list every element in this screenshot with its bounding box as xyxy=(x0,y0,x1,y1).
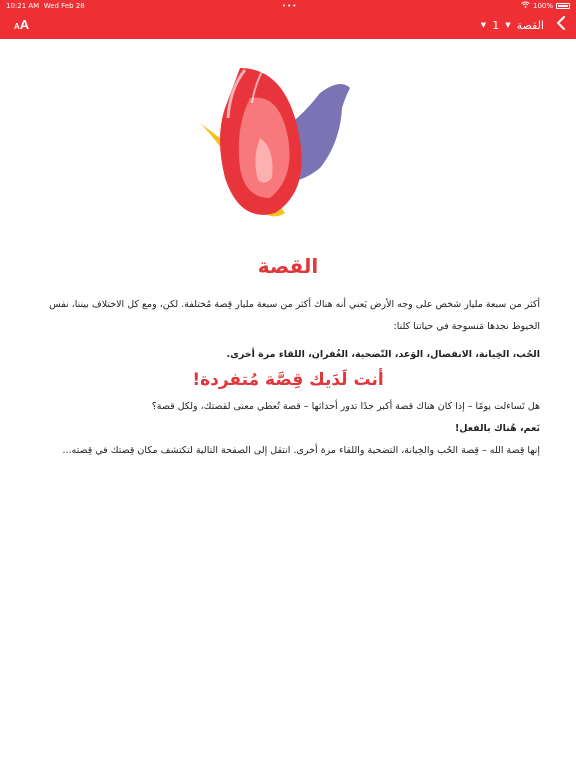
status-time: 10:21 AM Wed Feb 28 xyxy=(6,2,85,10)
closing-paragraph: إنها قِصة الله – قِصة الحُب والخِيانة، التضحية واللقاء مرة أخرى. انتقل إلى الصفحة التالية لتكتشف مكان قِصتك في قِصته... xyxy=(62,445,540,456)
chevron-down-icon: ▼ xyxy=(480,21,487,29)
wifi-icon xyxy=(521,0,530,12)
nav-section-selector[interactable] xyxy=(481,16,566,34)
intro-paragraph: أكثر من سبعة مليار شخص على وجه الأرض يَعني أنه هناك أكثر من سبعة مليار قِصة مُختلفة. لكن، ومع كل الاختلاف بيننا، نفس الخيوط نجدها مَنسوجة في حياتنا كلنا: xyxy=(49,299,540,332)
battery-percent: 100% xyxy=(532,2,553,10)
section-label: القصة xyxy=(516,18,544,32)
themes-paragraph: الحُب، الخِيانة، الانفصال، الوَعد، التّضحية، الغُفران، اللقاء مرة أخرى. xyxy=(226,349,540,360)
battery-icon xyxy=(556,3,570,9)
status-right xyxy=(521,0,570,12)
chevron-down-icon: ▼ xyxy=(505,21,511,29)
answer-paragraph: نَعم، هُناك بالفعل! xyxy=(454,423,540,434)
back-chevron-icon[interactable] xyxy=(556,16,566,34)
page-title: القصة xyxy=(257,254,319,278)
story-content xyxy=(36,294,540,462)
bird-illustration xyxy=(190,58,360,233)
page-number: 1 xyxy=(492,18,500,32)
navigation-bar xyxy=(0,12,576,39)
font-size-button[interactable]: AA xyxy=(14,17,30,32)
subtitle-heading: أنت لَدَيك قِصَّة مُتفردة! xyxy=(192,370,384,390)
question-paragraph: هل تَساءلت يومًا – إذا كان هناك قصة أكبر جدًا تدور أحداثها – قصة تُعطي معنى لقصتك، ولكل قصة؟ xyxy=(151,401,540,412)
multitasking-dots[interactable]: ••• xyxy=(282,2,298,10)
status-bar xyxy=(0,0,576,12)
